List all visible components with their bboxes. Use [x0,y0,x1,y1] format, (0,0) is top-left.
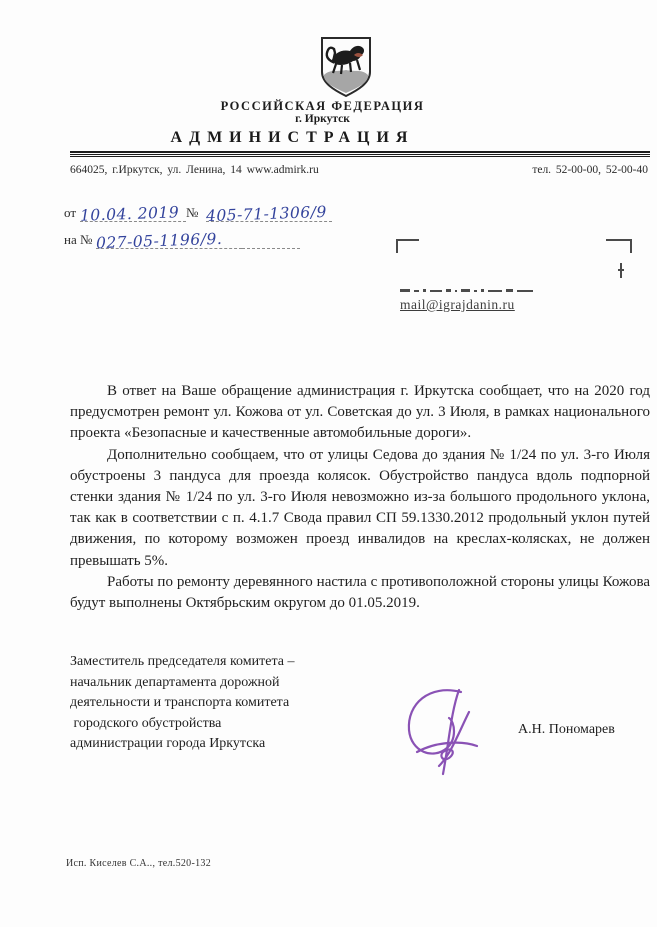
signer-position-line: городского обустройства [70,715,222,731]
city-title: г. Иркутск [295,113,350,125]
signer-position [70,652,380,755]
redaction-tick-mark [620,263,622,278]
empty-dashed-line [242,248,300,249]
country-title: РОССИЙСКАЯ ФЕДЕРАЦИЯ [220,99,425,113]
paragraph-ramps: Дополнительно сообщаем, что от улицы Седова до здания № 1/24 по ул. 3-го Июля обустроены 3 пандуса для проезда колясок. Обустройство пандуса вдоль подпорной стенки здания № 1/24 по ул. 3-го Июля невозможно из-за большого продольного уклона, так как в соответствии с п. 4.1.7 Свода правил СП 59.1330.2012 продольный уклон путей движения, по которому возможен проезд инвалидов на креслах-колясках, не должен превышать 5%. [70,446,650,569]
letterhead-divider [70,151,650,158]
number-field [206,202,332,226]
reply-field [96,229,242,253]
handwritten-reply-number: 027-05-1196/9. [96,229,223,253]
address-corner-mark-right-icon [606,239,632,253]
date-field [79,203,186,225]
redacted-text-remnant [400,289,533,292]
letter-body [70,381,650,614]
reply-label: на № [64,232,93,247]
handwritten-date: 10.04. 2019 [79,203,180,225]
handwritten-signature [398,682,490,782]
postal-address: 664025, г.Иркутск, ул. Ленина, 14 www.admirk.ru [70,164,319,176]
signer-name: А.Н. Пономарев [518,722,615,737]
reference-block [64,198,332,253]
signer-position-line: начальник департамента дорожной [70,674,280,690]
phone-numbers: тел. 52-00-00, 52-00-40 [532,164,648,176]
number-label: № [186,205,199,220]
outgoing-reference-row [64,198,332,226]
recipient-block [392,236,640,328]
incoming-reference-row [64,225,332,253]
irkutsk-coat-of-arms-icon [320,36,372,98]
letterhead-contacts [70,164,648,176]
recipient-email: mail@igrajdanin.ru [400,297,515,312]
signer-position-line: деятельности и транспорта комитета [70,695,290,710]
from-label: от [64,205,77,220]
paragraph-deck-repair: Работы по ремонту деревянного настила с противоположной стороны улицы Кожова будут выполнены Октябрьским округом до 01.05.2019. [70,573,650,612]
executor-note: Исп. Киселев С.А.., тел.520-132 [66,858,212,869]
organization-title: АДМИНИСТРАЦИЯ [170,129,415,146]
handwritten-number: 405-71-1306/9 [206,202,328,226]
paragraph-road-repair: В ответ на Ваше обращение администрация г. Иркутска сообщает, что на 2020 год предусмотрен ремонт ул. Кожова от ул. Советская до ул. 3 Июля, в рамках национального проекта «Безопасные и качественные автомобильные дороги». [70,383,650,442]
signature-block [70,652,657,792]
address-corner-mark-left-icon [396,239,419,253]
signer-position-line: Заместитель председателя комитета – [70,654,295,669]
signer-position-line: администрации города Иркутска [70,736,266,751]
